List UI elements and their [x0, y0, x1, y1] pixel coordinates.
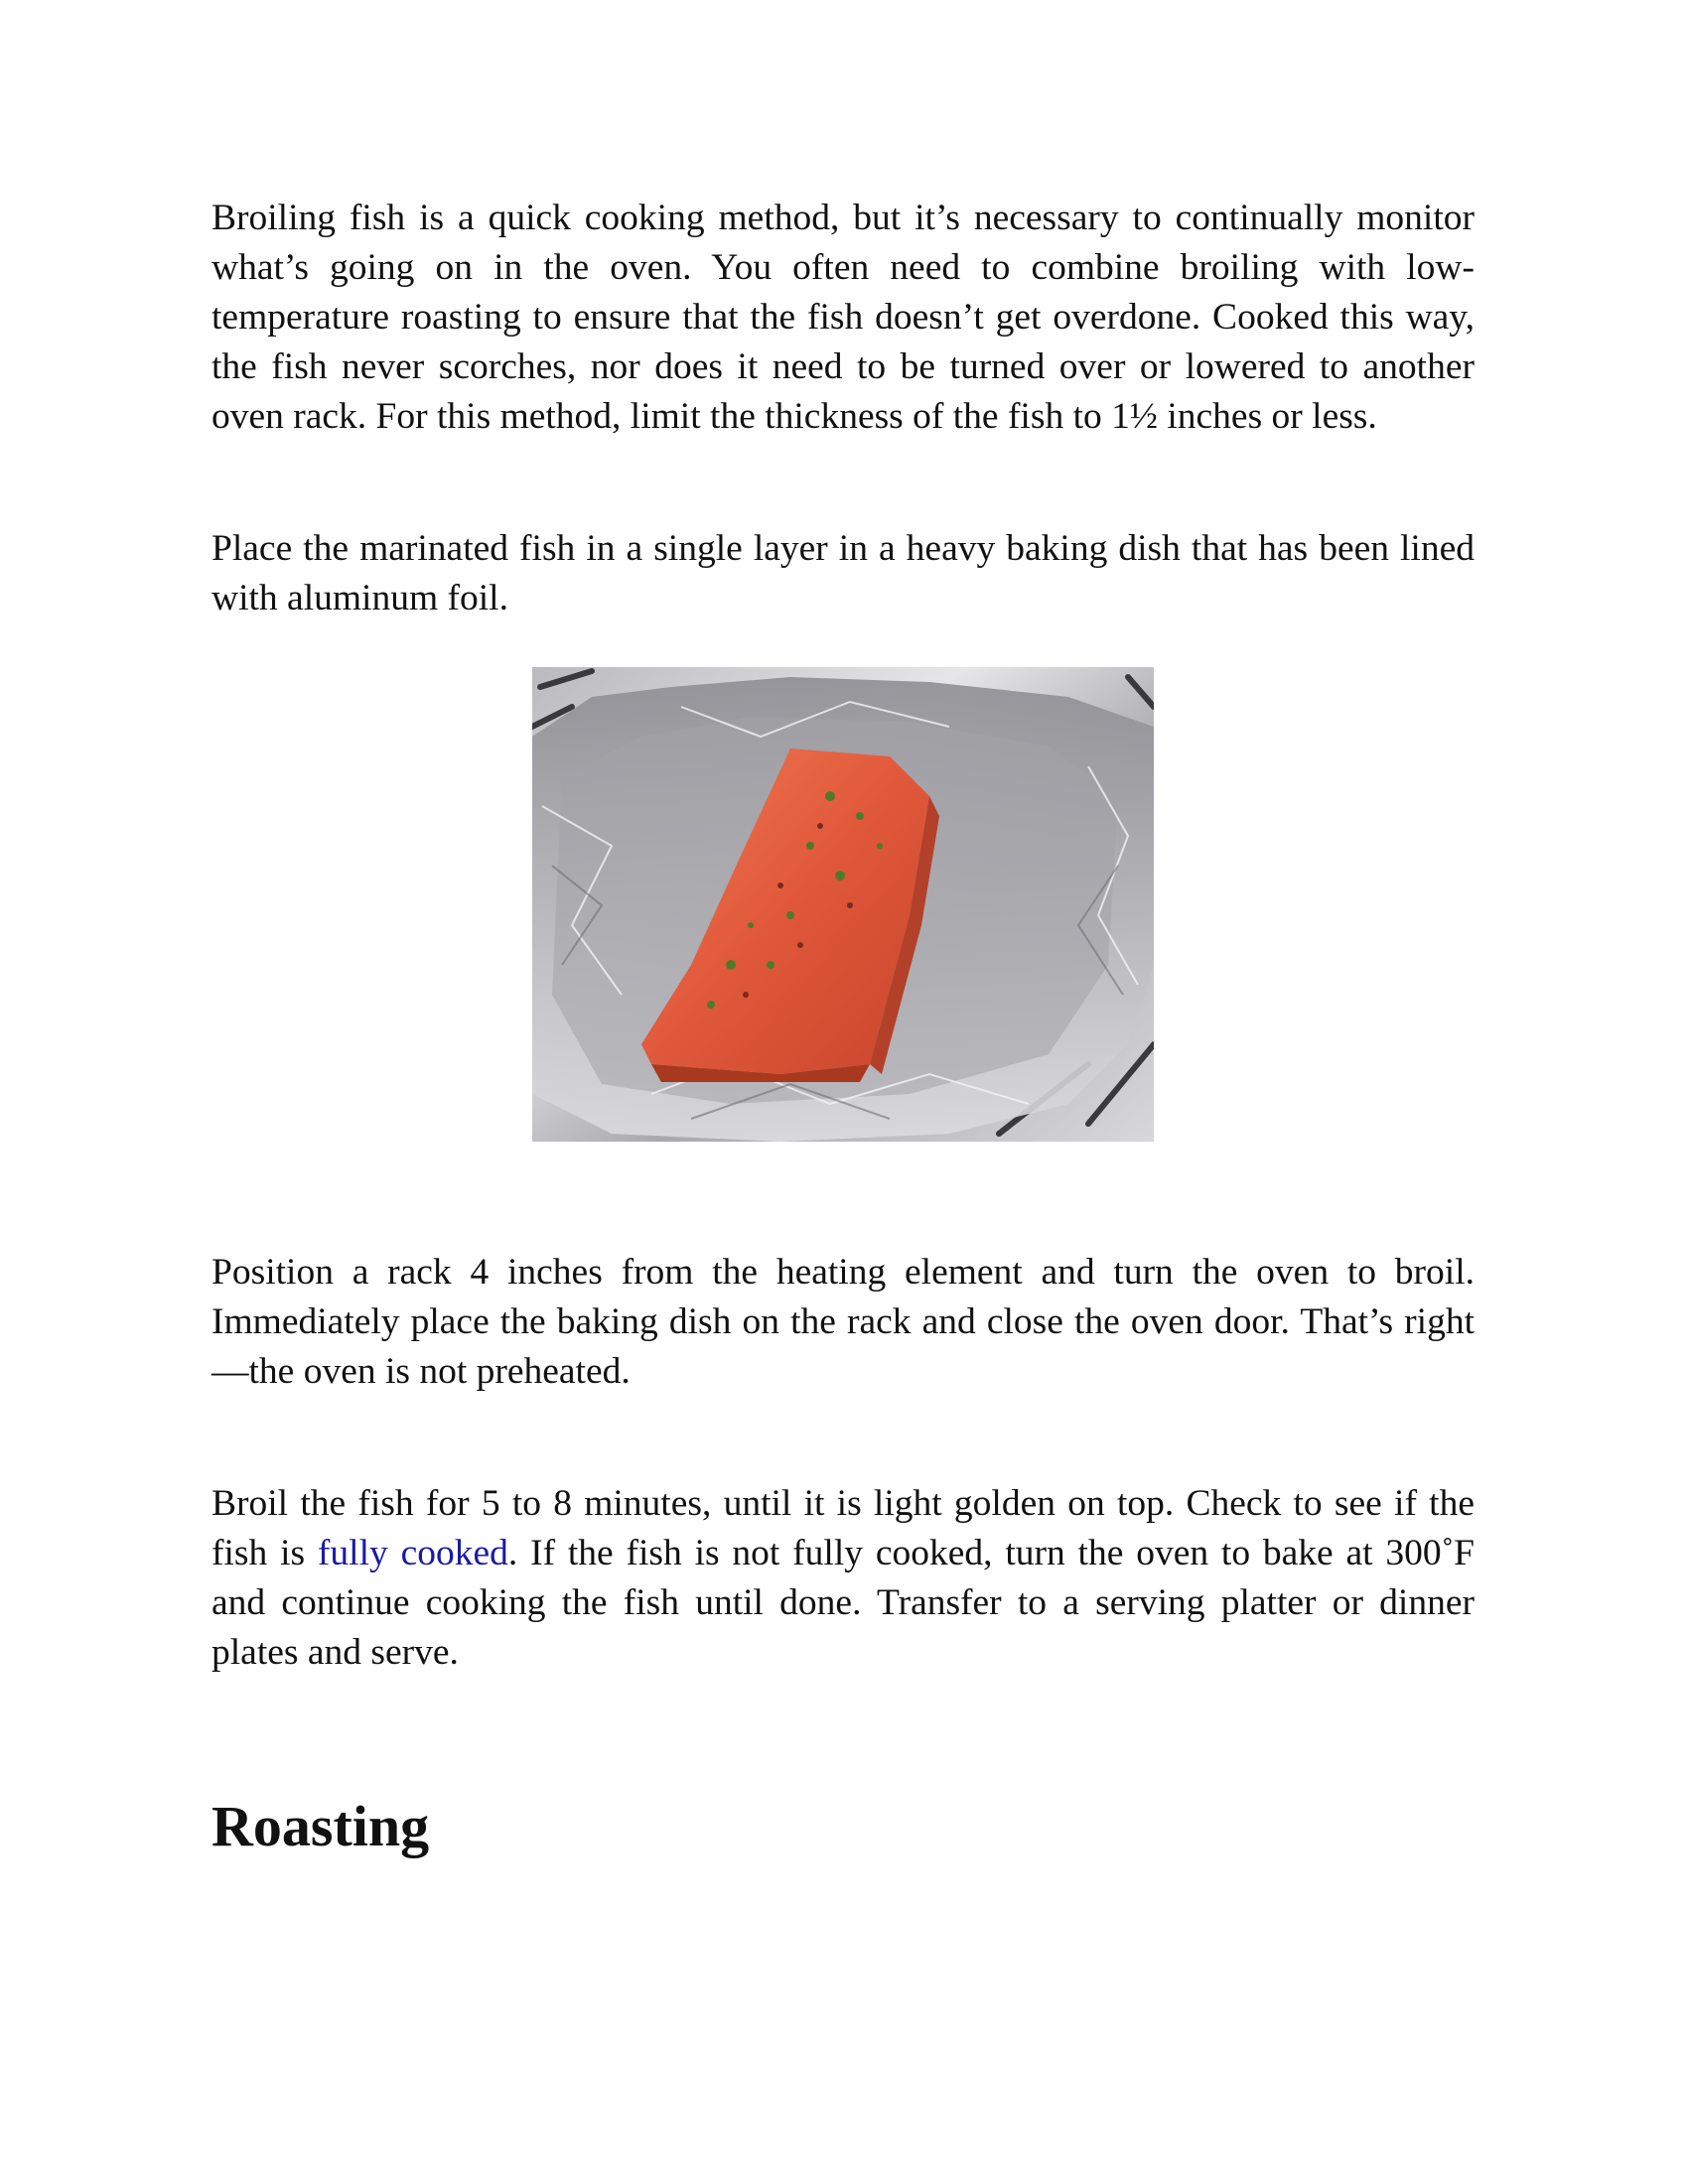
- salmon-on-foil-photo: [532, 667, 1154, 1142]
- paragraph-broiling-intro: Broiling fish is a quick cooking method, but it’s necessary to continually monitor what’s going on in the oven. You often need to combine broiling with low-temperature roasting to ensure that the fish doesn’t get overdone. Cooked this way, the fish never scorches, nor does it need to be turned over or lowered to another oven rack. For this method, limit the thickness of the fish to 1½ inches or less.: [211, 198, 1475, 437]
- paragraph-text: Broil the fish for 5 to 8 minutes, until it is light golden on top. Check to see if the fish is: [211, 1483, 1475, 1573]
- paragraph-broil-time: [211, 1479, 1475, 1678]
- paragraph-position-rack: Position a rack 4 inches from the heating element and turn the oven to broil. Immediately place the baking dish on the rack and close the oven door. That’s right—the oven is not preheated.: [211, 1252, 1475, 1392]
- document-page: [211, 194, 1475, 1859]
- fully-cooked-link[interactable]: fully cooked: [317, 1533, 508, 1573]
- paragraph-text: . If the fish is not fully cooked, turn the oven to bake at 300˚F and continue cooking the fish until done. Transfer to a serving platter or dinner plates and serve.: [211, 1533, 1476, 1673]
- section-heading-roasting: Roasting: [211, 1794, 430, 1858]
- paragraph-place-fish: Place the marinated fish in a single layer in a heavy baking dish that has been lined with aluminum foil.: [211, 528, 1475, 618]
